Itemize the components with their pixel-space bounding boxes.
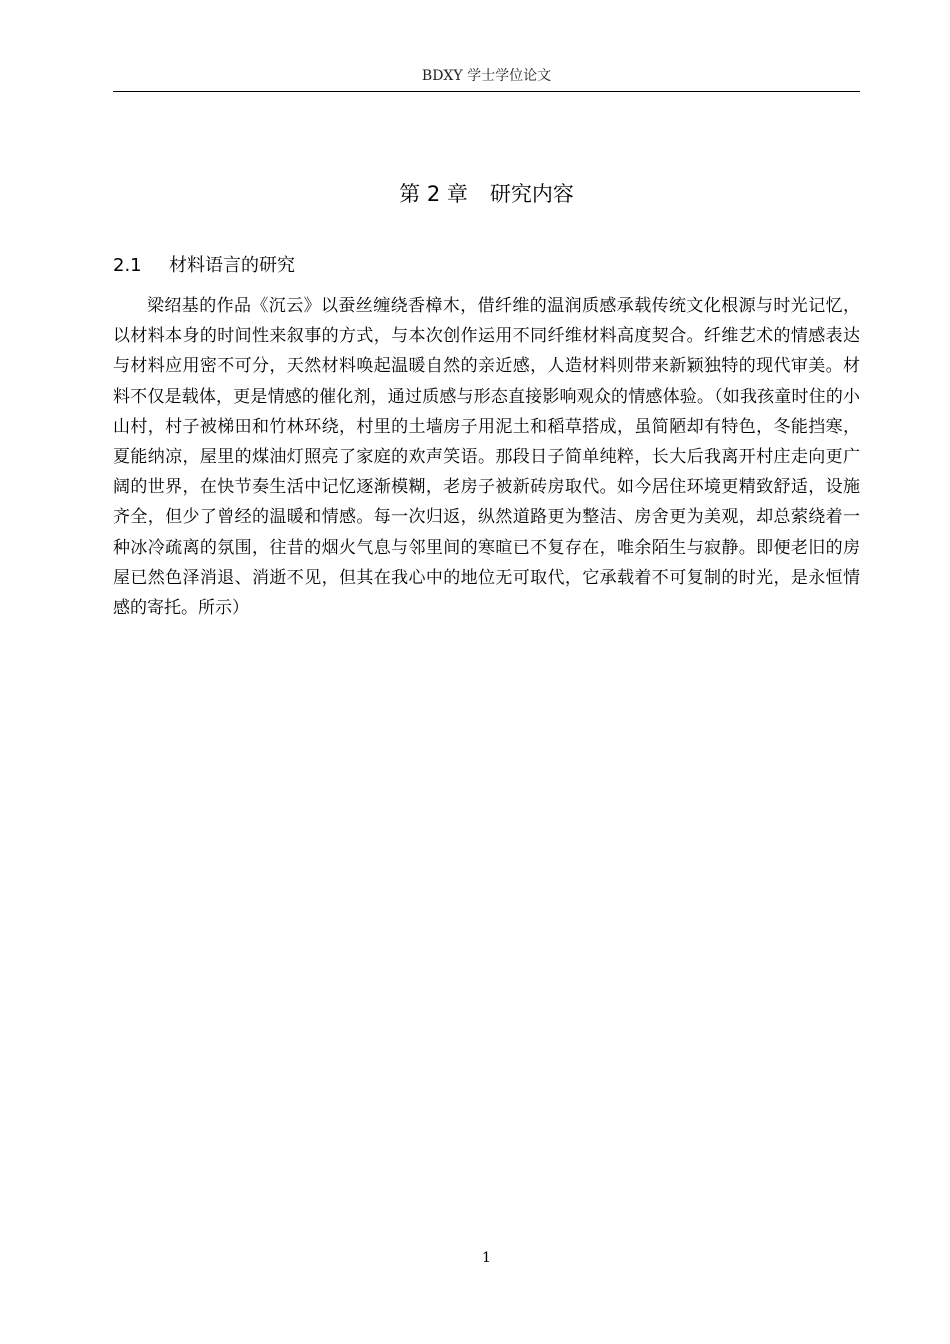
section-title: 材料语言的研究 [169, 255, 295, 276]
chapter-name: 研究内容 [489, 182, 574, 206]
page-number: 1 [482, 1250, 491, 1266]
section-heading [113, 252, 860, 280]
chapter-title [113, 178, 860, 210]
chapter-number: 第 2 章 [399, 182, 468, 206]
section-number: 2.1 [113, 255, 142, 276]
running-header: BDXY 学士学位论文 [421, 68, 552, 84]
body-paragraph: 梁绍基的作品《沉云》以蚕丝缠绕香樟木，借纤维的温润质感承载传统文化根源与时光记忆，以材料本身的时间性来叙事的方式，与本次创作运用不同纤维材料高度契合。纤维艺术的情感表达与材料应用密不可分，天然材料唤起温暖自然的亲近感，人造材料则带来新颖独特的现代审美。材料不仅是载体，更是情感的催化剂，通过质感与形态直接影响观众的情感体验。（如我孩童时住的小山村，村子被梯田和竹林环绕，村里的土墙房子用泥土和稻草搭成，虽简陋却有特色，冬能挡寒，夏能纳凉，屋里的煤油灯照亮了家庭的欢声笑语。那段日子简单纯粹，长大后我离开村庄走向更广阔的世界，在快节奏生活中记忆逐渐模糊，老房子被新砖房取代。如今居住环境更精致舒适，设施齐全，但少了曾经的温暖和情感。每一次归返，纵然道路更为整洁、房舍更为美观，却总萦绕着一种冰冷疏离的氛围，往昔的烟火气息与邻里间的寒暄已不复存在，唯余陌生与寂静。即便老旧的房屋已然色泽消退、消逝不见，但其在我心中的地位无可取代，它承载着不可复制的时光，是永恒情感的寄托。所示） [113, 296, 860, 619]
header-rule [113, 91, 860, 92]
